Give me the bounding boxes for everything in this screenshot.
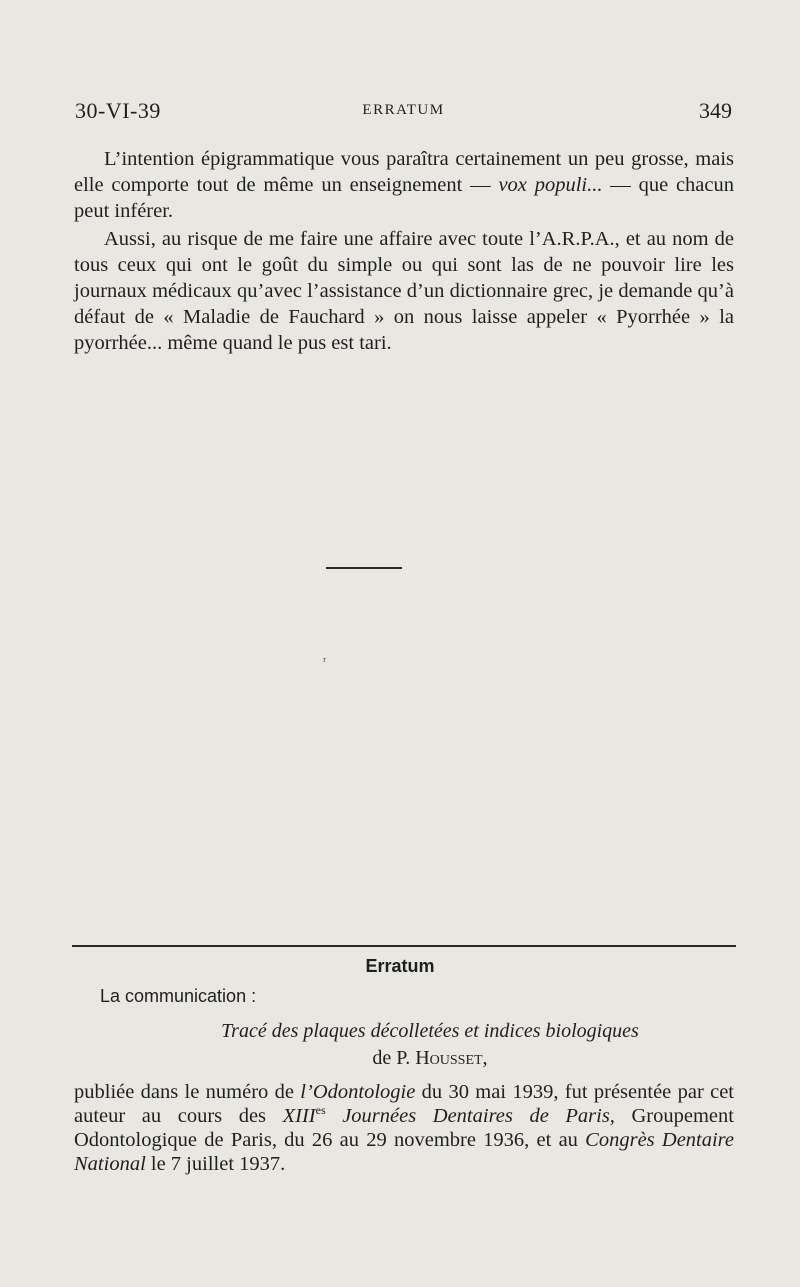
paragraph-2: Aussi, au risque de me faire une affaire avec toute l’A.R.P.A., et au nom de tous ceux qui ont le goût du simple ou qui sont las de ne pouvoir lire les journaux médicaux qu’avec l’assistance d’un dictionnaire grec, je demande qu’à défaut de « Maladie de Fauchard » on nous laisse appeler « Pyorrhée » la pyorrhée... même quand le pus est tari. (74, 228, 734, 354)
journees-name: Journées Dentaires de Paris, (325, 1105, 615, 1127)
erratum-body-a: publiée dans le numéro de (74, 1081, 301, 1103)
article-title: Tracé des plaques décolletées et indices biologiques (221, 1020, 639, 1042)
header-date: 30-VI-39 (75, 98, 161, 123)
roman-numeral: XIII (282, 1105, 316, 1127)
author-name: Housset, (415, 1047, 488, 1069)
erratum-title: Erratum (365, 956, 435, 976)
roman-numeral-sup: es (315, 1103, 326, 1118)
erratum-body-b: du 30 mai 1939, fut présentée par cet auteur au cours des (74, 1081, 734, 1127)
paragraph-1-tail: — que chacun peut inférer. (74, 174, 735, 222)
erratum-body-d: le 7 juillet 1937. (145, 1153, 286, 1175)
paragraph-1 (74, 146, 734, 224)
paragraph-1-text: L’intention épigrammatique vous paraîtra certainement un peu grosse, mais elle comporte tout de même un enseignement — (74, 148, 734, 196)
erratum-intro: La communication : (100, 986, 257, 1006)
short-divider (326, 567, 402, 569)
journal-name: l’Odontologie (300, 1081, 416, 1103)
erratum-body-c: Groupement Odontologique de Paris, du 26 au 29 novembre 1936, et au (74, 1105, 734, 1151)
running-head (75, 98, 732, 128)
stray-mark: ʳ (323, 655, 327, 670)
header-title: ERRATUM (362, 102, 445, 118)
congres-name: Congrès Dentaire National (74, 1129, 734, 1175)
page-number: 349 (699, 98, 732, 123)
section-divider (72, 945, 736, 947)
erratum-body (74, 1080, 734, 1176)
author-prefix: de P. (372, 1047, 411, 1069)
paragraph-1-italic: vox populi... (498, 174, 603, 196)
article-author (0, 1047, 800, 1070)
